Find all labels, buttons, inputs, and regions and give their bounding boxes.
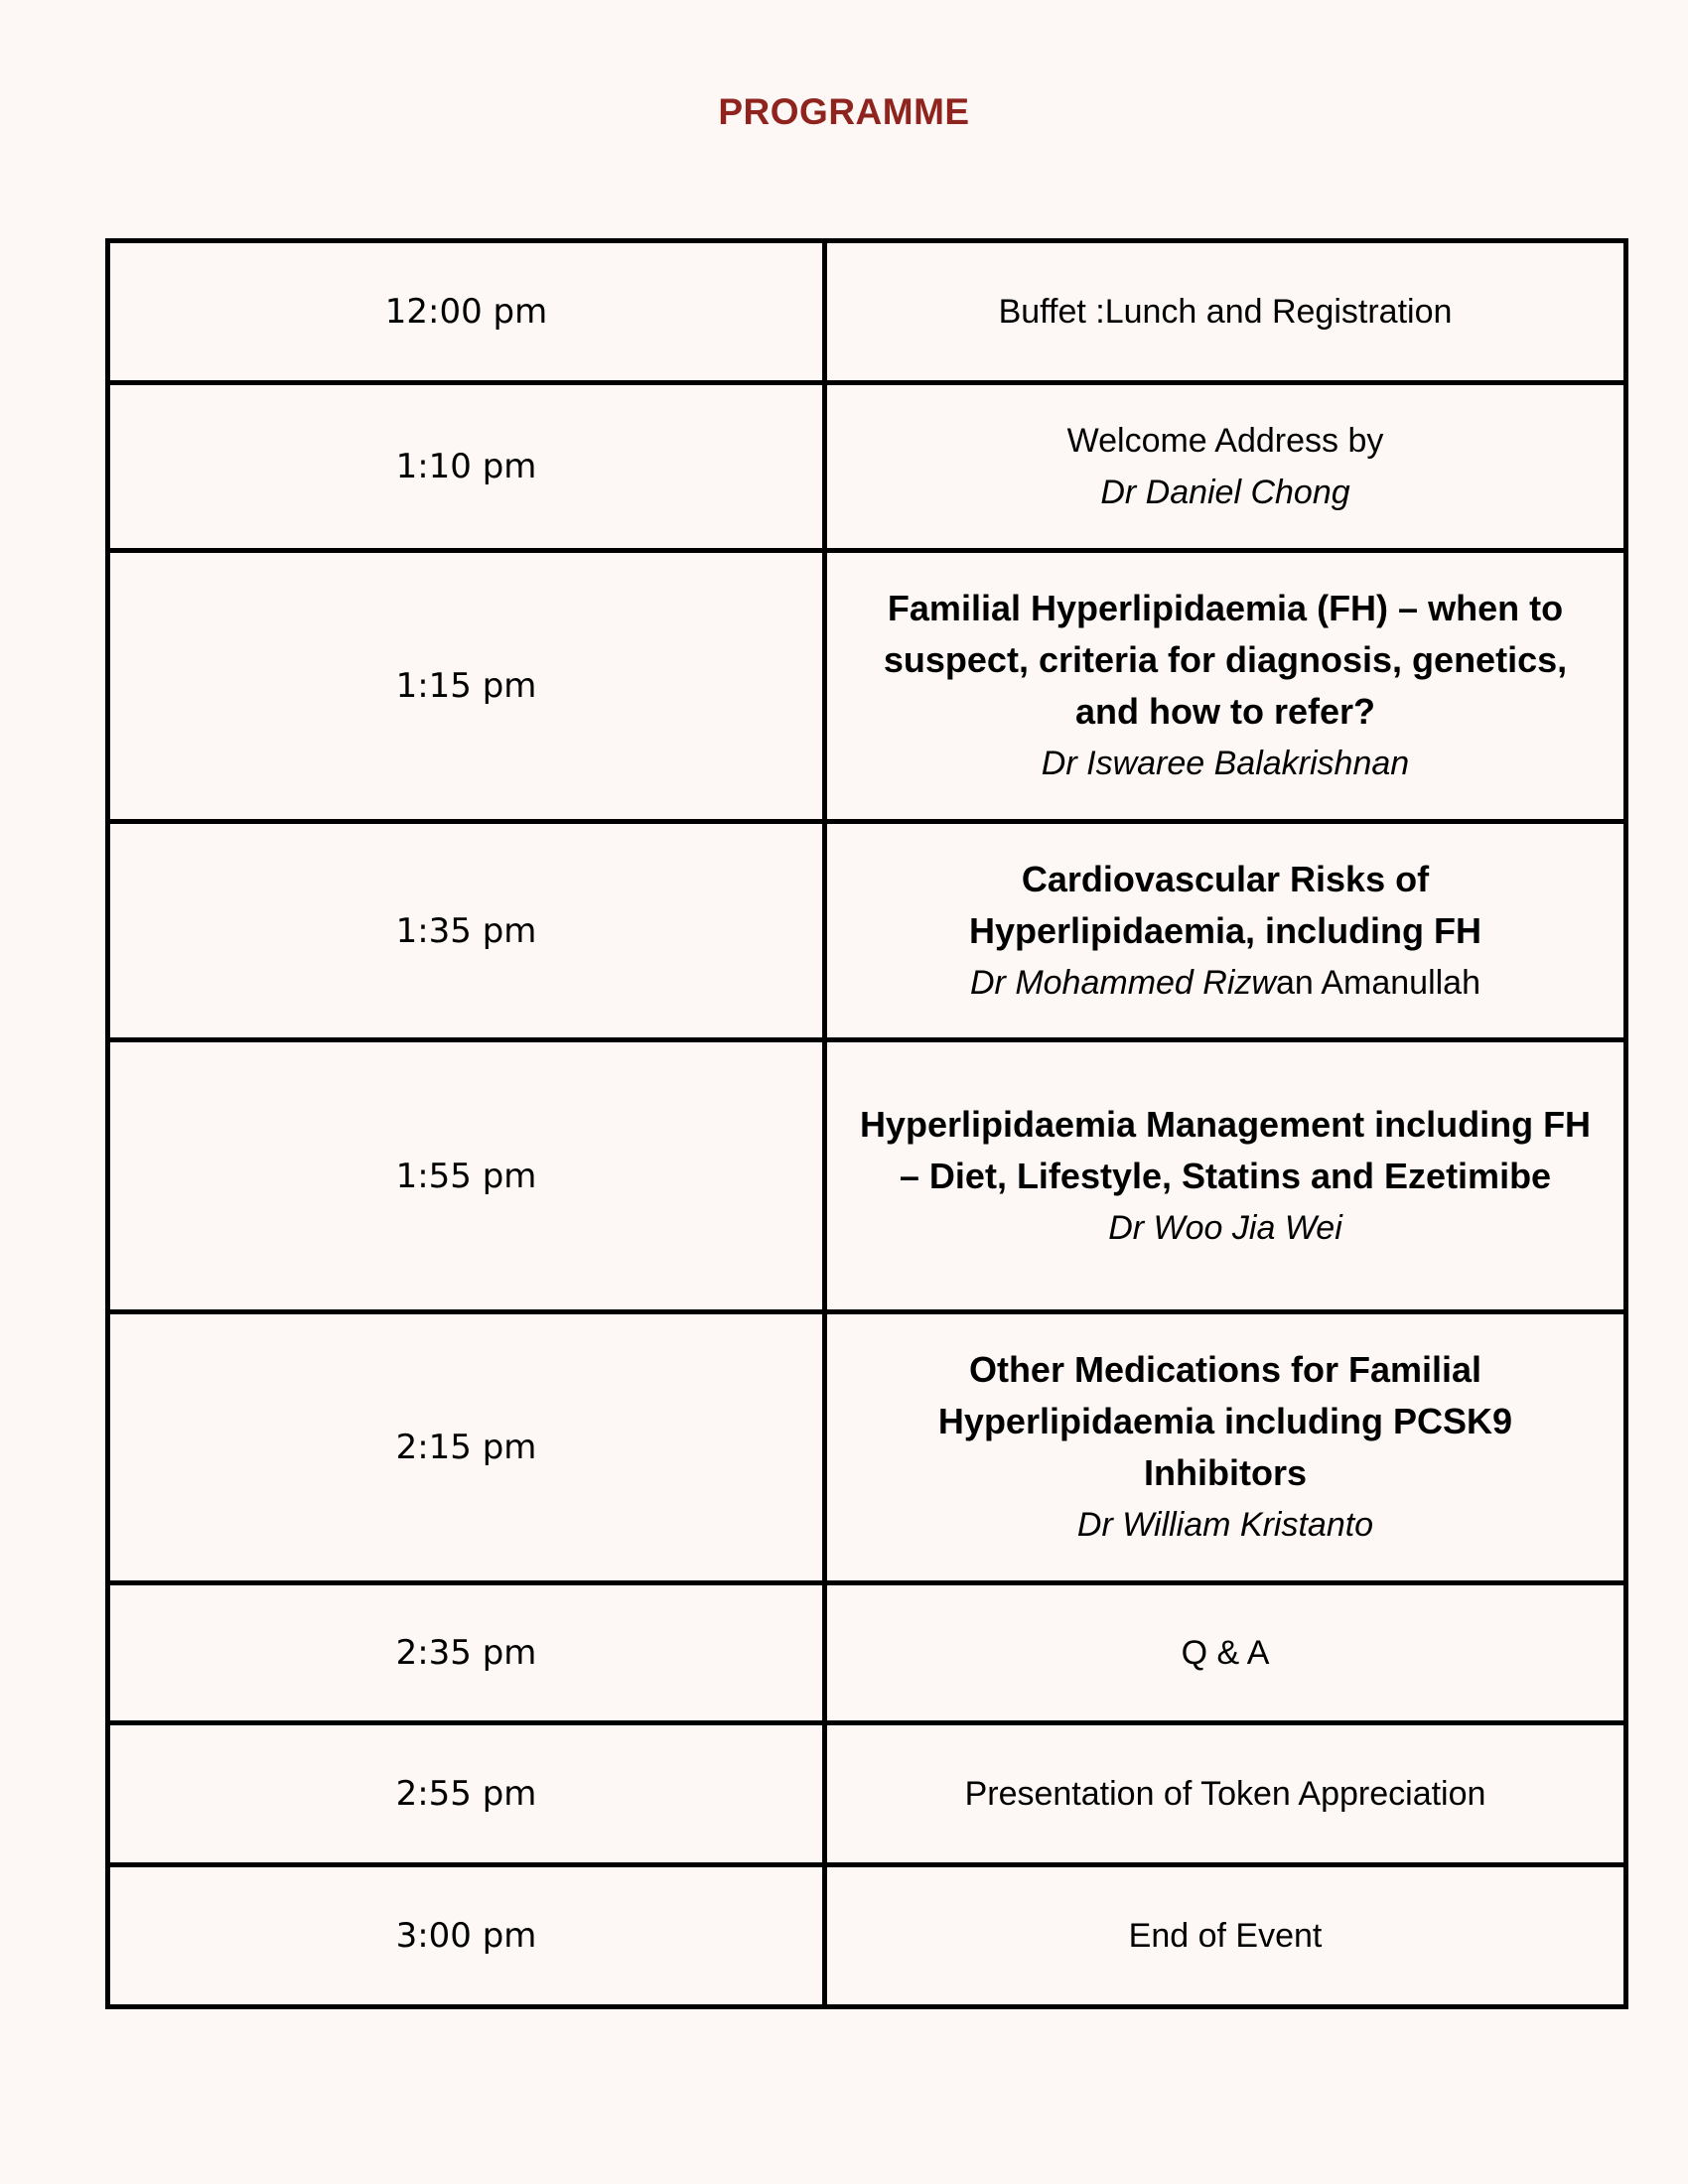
time-cell: 2:35 pm bbox=[108, 1583, 825, 1723]
event-title: Welcome Address by bbox=[1066, 422, 1384, 460]
table-row bbox=[108, 1583, 1626, 1723]
time-cell: 1:10 pm bbox=[108, 383, 825, 551]
event-cell bbox=[825, 383, 1626, 551]
event-title: Q & A bbox=[1181, 1634, 1270, 1672]
event-title: Familial Hyperlipidaemia (FH) – when to suspect, criteria for diagnosis, genetics, and how to refer? bbox=[883, 588, 1568, 732]
time-cell: 1:35 pm bbox=[108, 822, 825, 1040]
event-cell bbox=[825, 241, 1626, 383]
time-cell: 2:55 pm bbox=[108, 1723, 825, 1865]
table-row bbox=[108, 1723, 1626, 1865]
speaker-name: Dr William Kristanto bbox=[1076, 1506, 1374, 1544]
speaker-name: Dr Iswaree Balakrishnan bbox=[1041, 745, 1410, 782]
time-cell: 12:00 pm bbox=[108, 241, 825, 383]
table-row bbox=[108, 822, 1626, 1040]
event-title: Other Medications for Familial Hyperlipidaemia including PCSK9 Inhibitors bbox=[937, 1349, 1513, 1493]
table-row bbox=[108, 241, 1626, 383]
table-row bbox=[108, 1865, 1626, 2007]
table-row bbox=[108, 383, 1626, 551]
event-cell bbox=[825, 551, 1626, 822]
time-cell: 2:15 pm bbox=[108, 1312, 825, 1583]
event-cell bbox=[825, 1040, 1626, 1312]
event-title: Cardiovascular Risks of Hyperlipidaemia, including FH bbox=[968, 858, 1482, 951]
page-title: PROGRAMME bbox=[718, 91, 970, 132]
time-cell: 1:55 pm bbox=[108, 1040, 825, 1312]
table-row bbox=[108, 1312, 1626, 1583]
event-cell bbox=[825, 1312, 1626, 1583]
event-cell bbox=[825, 822, 1626, 1040]
speaker-name-roman: an Amanullah bbox=[1275, 963, 1480, 1002]
event-cell bbox=[825, 1723, 1626, 1865]
event-cell bbox=[825, 1865, 1626, 2007]
table-row bbox=[108, 551, 1626, 822]
programme-table bbox=[105, 238, 1628, 2009]
time-cell: 1:15 pm bbox=[108, 551, 825, 822]
event-title: Presentation of Token Appreciation bbox=[964, 1775, 1486, 1813]
event-title: End of Event bbox=[1128, 1917, 1323, 1955]
table-row bbox=[108, 1040, 1626, 1312]
speaker-name-italic: Dr Mohammed Rizw bbox=[970, 963, 1276, 1002]
event-cell bbox=[825, 1583, 1626, 1723]
time-cell: 3:00 pm bbox=[108, 1865, 825, 2007]
speaker-name bbox=[847, 957, 1604, 1009]
event-title: Buffet :Lunch and Registration bbox=[998, 293, 1453, 331]
speaker-name: Dr Daniel Chong bbox=[1100, 474, 1350, 511]
speaker-name: Dr Woo Jia Wei bbox=[1108, 1208, 1342, 1247]
event-title: Hyperlipidaemia Management including FH – Diet, Lifestyle, Statins and Ezetimibe bbox=[859, 1103, 1592, 1196]
